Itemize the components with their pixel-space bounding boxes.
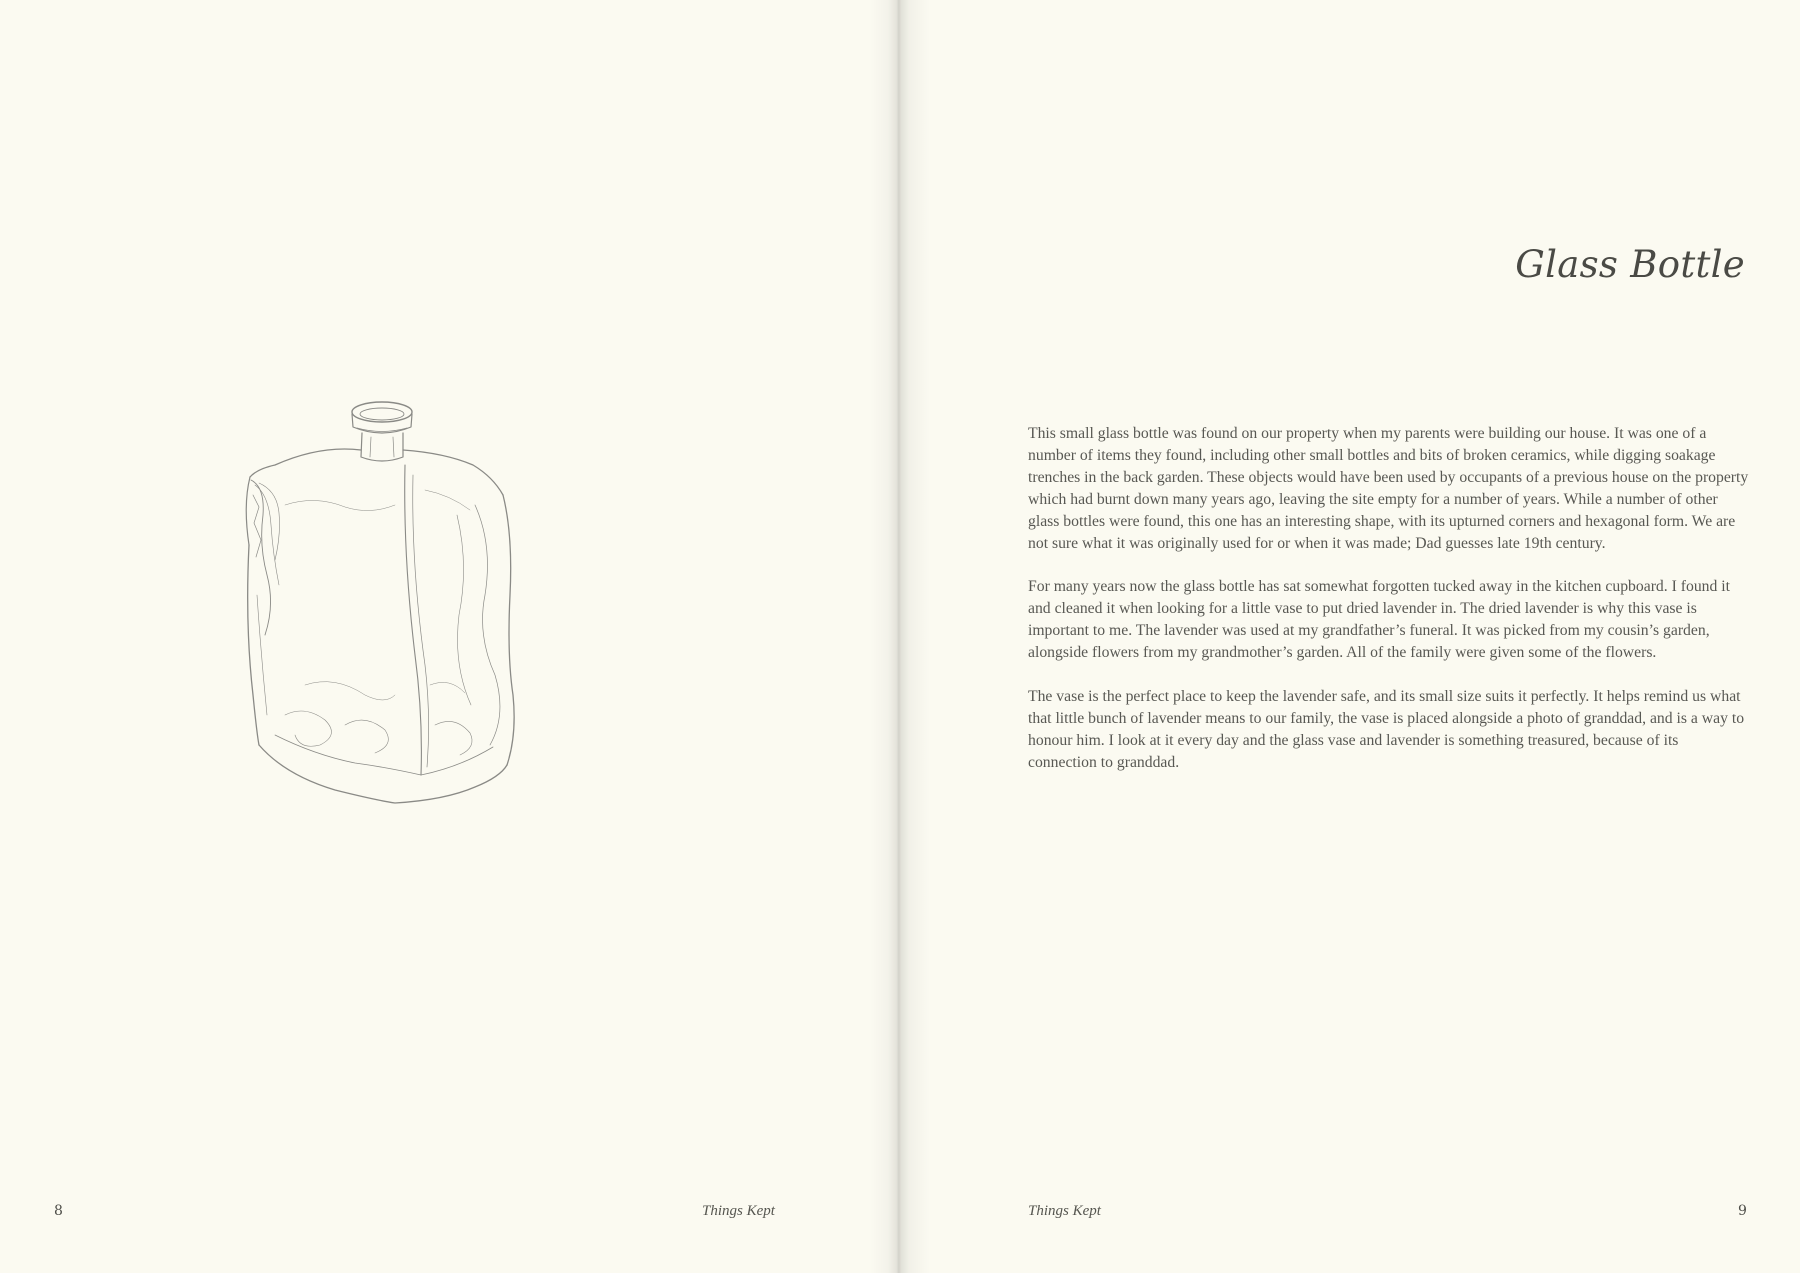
page-number-right: 9 xyxy=(1738,1203,1747,1219)
right-page xyxy=(898,0,1800,1273)
running-head-right: Things Kept xyxy=(1028,1203,1101,1219)
running-head-left: Things Kept xyxy=(702,1203,775,1219)
paragraph: This small glass bottle was found on our property when my parents were building our house. It was one of a number of items they found, including other small bottles and bits of broken ceramics, while digging soakage trenches in the back garden. These objects would have been used by occupants of a previous house on the property which had burnt down many years ago, leaving the site empty for a number of years. While a number of other glass bottles were found, this one has an interesting shape, with its upturned corners and hexagonal form. We are not sure what it was originally used for or when it was made; Dad guesses late 19th century. xyxy=(1028,425,1749,552)
paragraph: The vase is the perfect place to keep the lavender safe, and its small size suits it perfectly. It helps remind us what that little bunch of lavender means to our family, the vase is placed alongside a photo of granddad, and is a way to honour him. I look at it every day and the glass vase and lavender is something treasured, because of its connection to granddad. xyxy=(1028,688,1745,771)
page-number-left: 8 xyxy=(54,1203,63,1219)
body-text xyxy=(1028,423,1750,796)
left-page xyxy=(0,0,898,1273)
chapter-title: Glass Bottle xyxy=(1515,243,1745,286)
paragraph: For many years now the glass bottle has sat somewhat forgotten tucked away in the kitchen cupboard. I found it and cleaned it when looking for a little vase to put dried lavender in. The dried lavender is why this vase is important to me. The lavender was used at my grandfather’s funeral. It was picked from my cousin’s garden, alongside flowers from my grandmother’s garden. All of the family were given some of the flowers. xyxy=(1028,578,1730,662)
glass-bottle-illustration xyxy=(245,395,585,835)
